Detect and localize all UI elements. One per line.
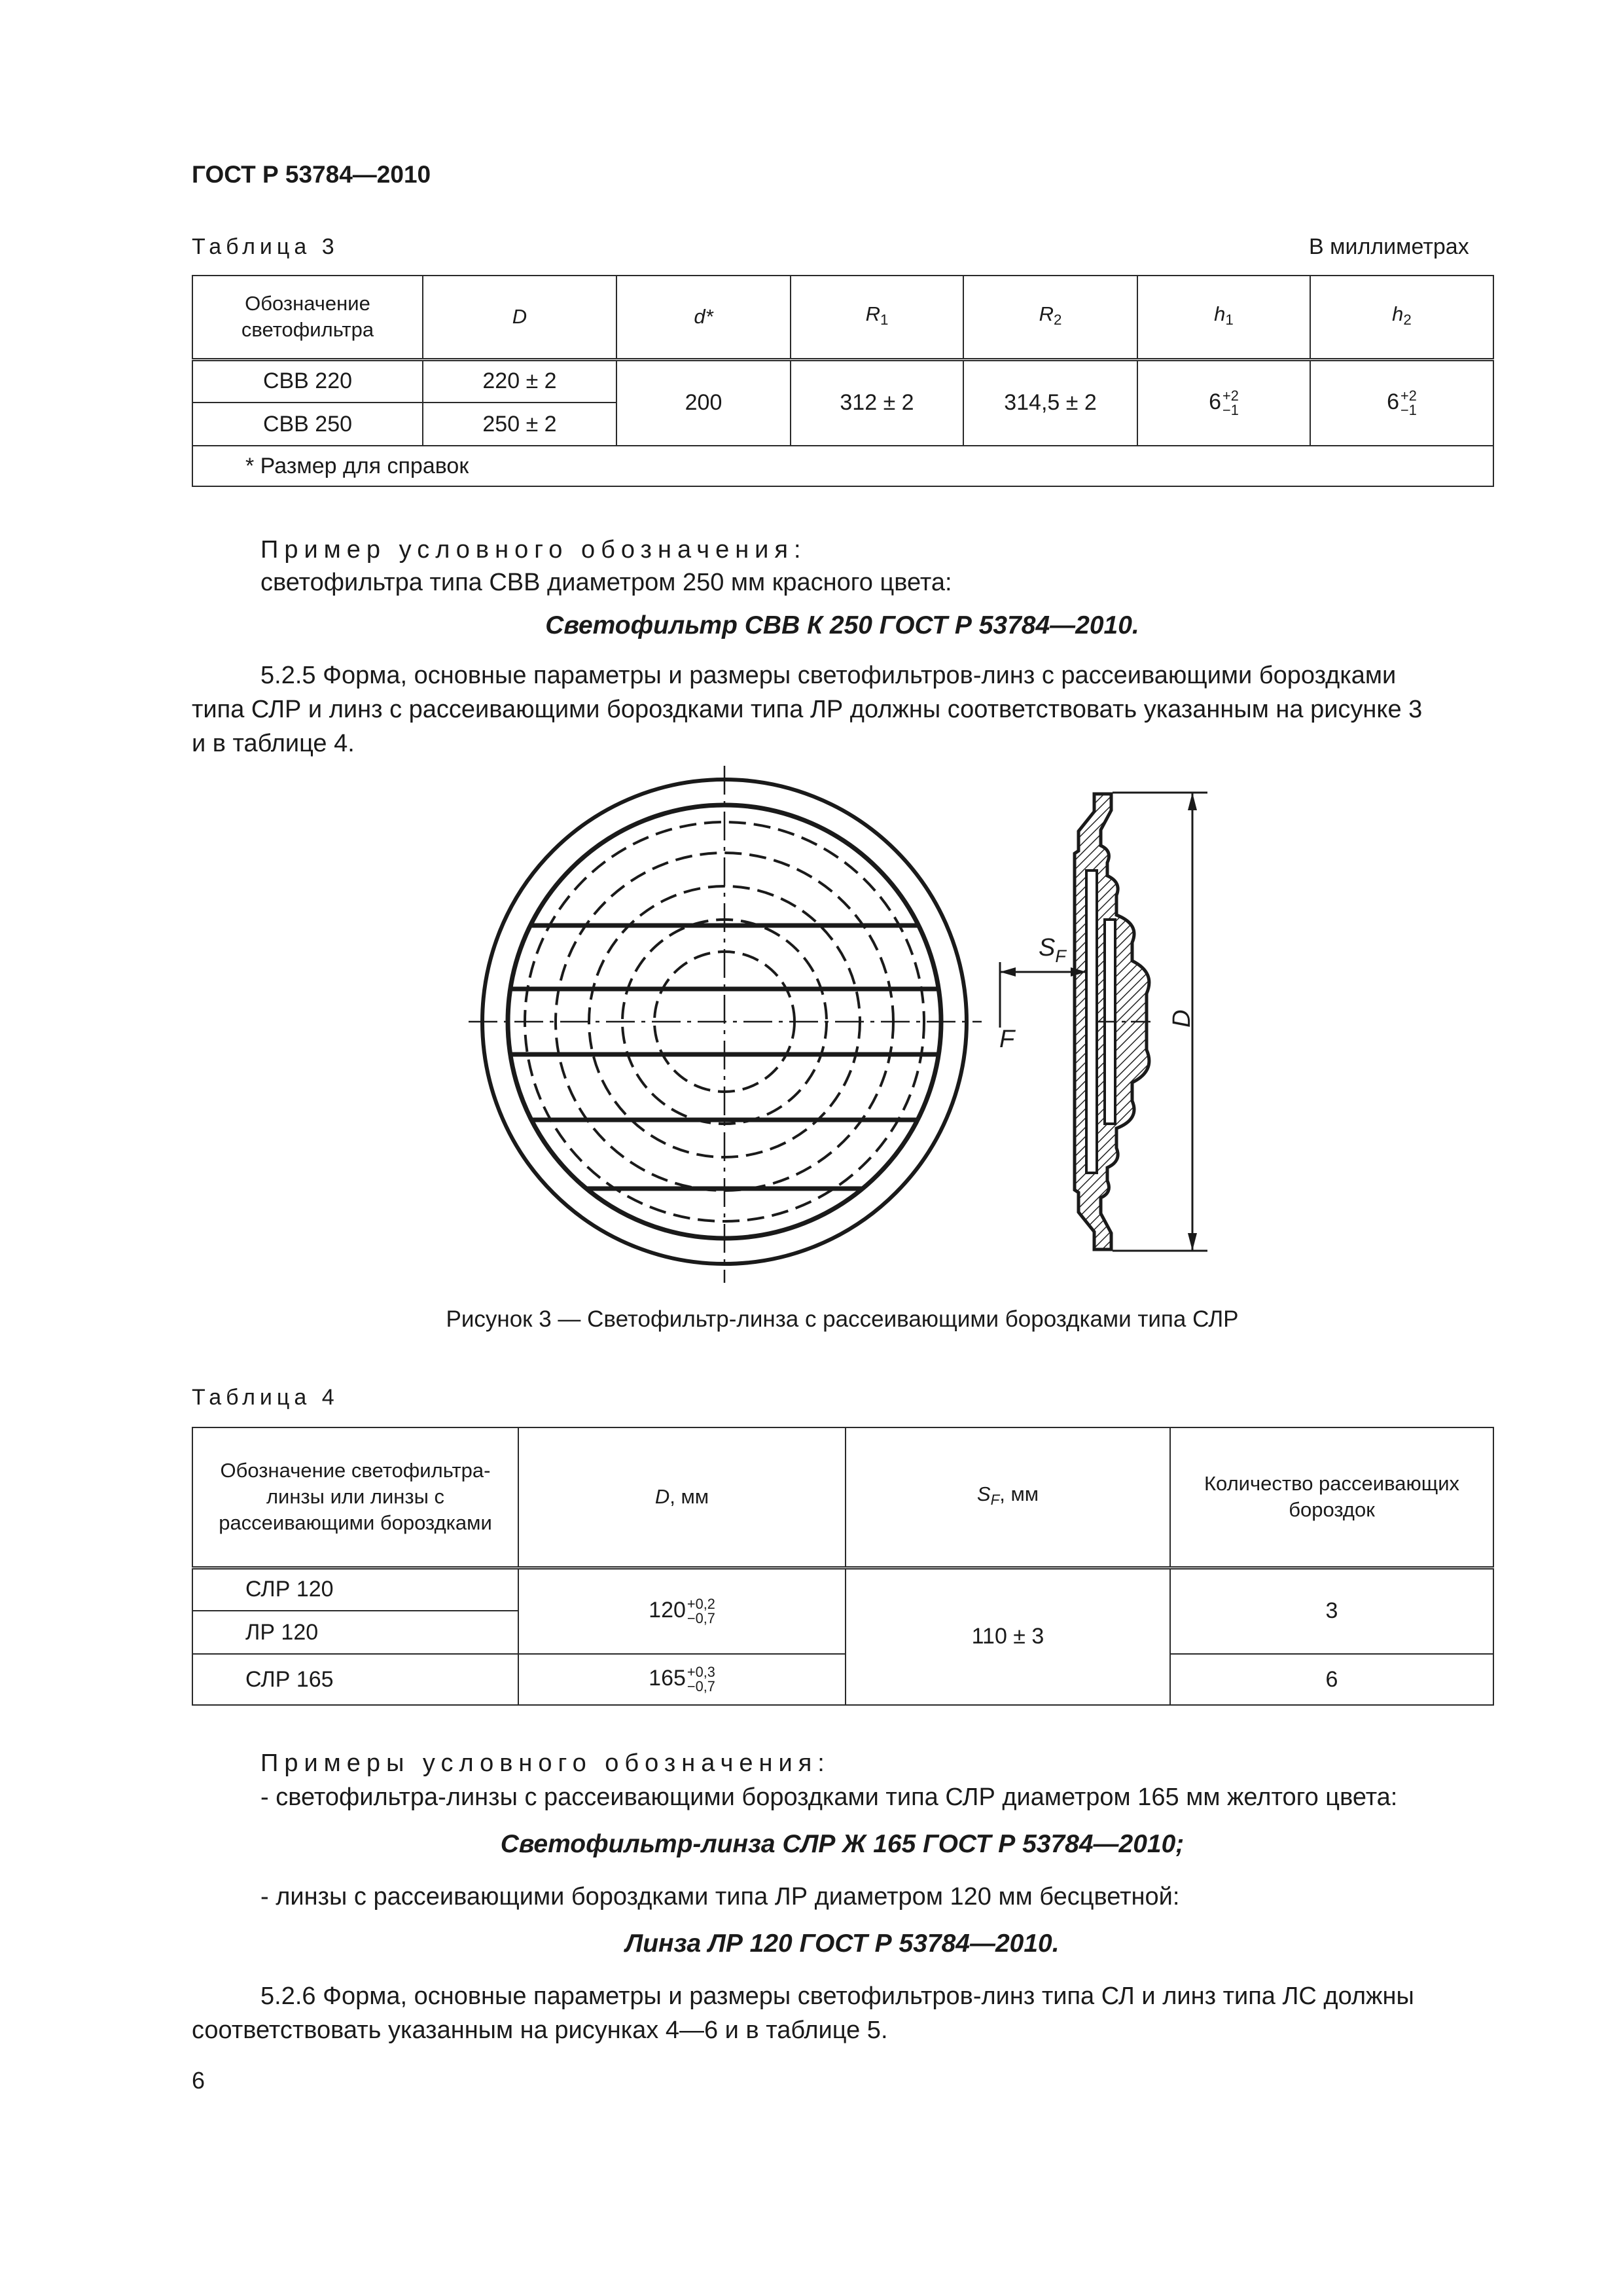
- table4-header-D-text: D: [654, 1485, 670, 1509]
- table4-header-SF: [846, 1427, 1170, 1568]
- example1-text: светофильтра типа СВВ диаметром 250 мм красного цвета:: [260, 569, 952, 596]
- label-SF-main: S: [1039, 934, 1056, 961]
- table3-header-h2-sub: 2: [1403, 311, 1412, 328]
- label-SF: [1039, 934, 1067, 966]
- lens-section-view: [1075, 794, 1152, 1249]
- table3-h2-upper: +2: [1400, 387, 1417, 404]
- table3-h1-lower: −1: [1222, 401, 1239, 418]
- para526-line2: соответствовать указанным на рисунках 4—6 и в таблице 5.: [192, 2017, 888, 2044]
- table4-D165-value: 165: [649, 1665, 686, 1691]
- examples2-item2: - линзы с рассеивающими бороздками типа ЛР диаметром 120 мм бесцветной:: [260, 1883, 1180, 1910]
- table3-shared-R1: 312 ± 2: [791, 359, 963, 446]
- para525-line2: типа СЛР и линз с рассеивающими бороздками типа ЛР должны соответствовать указанным на рисунке 3: [192, 696, 1423, 723]
- label-F: F: [999, 1026, 1015, 1053]
- table4-D120-value: 120: [649, 1597, 686, 1623]
- para525-line1: 5.2.5 Форма, основные параметры и размеры светофильтров-линз с рассеивающими бороздками: [260, 662, 1397, 689]
- table3-h2-lower: −1: [1400, 401, 1417, 418]
- table3-header-d-text: d*: [694, 305, 713, 329]
- table4-row3-designation: СЛР 165: [192, 1654, 518, 1705]
- examples2-designation2: Линза ЛР 120 ГОСТ Р 53784—2010.: [625, 1929, 1060, 1958]
- examples2-item1: - светофильтра-линзы с рассеивающими бороздками типа СЛР диаметром 165 мм желтого цвета:: [260, 1784, 1398, 1811]
- table3-footnote: * Размер для справок: [192, 446, 1493, 486]
- figure3-caption: Рисунок 3 — Светофильтр-линза с рассеивающими бороздками типа СЛР: [446, 1306, 1239, 1332]
- table4-D165: [518, 1654, 846, 1705]
- document-header: ГОСТ Р 53784—2010: [192, 161, 431, 188]
- table4-D165-lower: −0,7: [687, 1678, 715, 1695]
- table3-row2-D: 250 ± 2: [423, 403, 616, 446]
- table3-h1-upper: +2: [1222, 387, 1239, 404]
- table4-row1-designation: СЛР 120: [192, 1568, 518, 1611]
- table4-SF-value: 110 ± 3: [846, 1568, 1170, 1705]
- table3-row2-designation: СВВ 250: [192, 403, 423, 446]
- table3-header-R1-sub: 1: [880, 311, 889, 328]
- table3-h1-value: 6: [1209, 389, 1222, 414]
- table4-count165: 6: [1170, 1654, 1493, 1705]
- page-number: 6: [192, 2067, 205, 2094]
- para526-line1: 5.2.6 Форма, основные параметры и размеры светофильтров-линз типа СЛ и линз типа ЛС должны: [260, 1982, 1414, 2010]
- table4: [192, 1427, 1494, 1706]
- para525-line3: и в таблице 4.: [192, 730, 355, 757]
- table3-caption: Таблица 3: [192, 234, 339, 259]
- table4-header-D: [518, 1427, 846, 1568]
- table3-header-R2-text: R: [1039, 302, 1054, 325]
- example1-designation: Светофильтр СВВ К 250 ГОСТ Р 53784—2010.: [545, 611, 1139, 639]
- table4-caption: Таблица 4: [192, 1385, 339, 1410]
- examples2-label: Примеры условного обозначения:: [260, 1749, 830, 1777]
- lens-inner-flat: [1086, 870, 1097, 1173]
- table3-row1-D: 220 ± 2: [423, 359, 616, 403]
- center-lines: [469, 766, 982, 1283]
- table4-header-row: [192, 1427, 1493, 1568]
- label-SF-sub: F: [1055, 946, 1066, 966]
- table4-header-SF-text: S: [976, 1482, 991, 1505]
- table3-header-designation: Обозначение светофильтра: [192, 276, 423, 359]
- table3-header-D-text: D: [512, 305, 527, 329]
- table3-header-h2-text: h: [1392, 302, 1404, 325]
- table3-header-h1-sub: 1: [1225, 311, 1234, 328]
- table3-row1-designation: СВВ 220: [192, 359, 423, 403]
- table4-D165-upper: +0,3: [687, 1664, 715, 1681]
- table4-row2-designation: ЛР 120: [192, 1611, 518, 1654]
- table4-D120-lower: −0,7: [687, 1609, 715, 1626]
- table3-header-R1-text: R: [865, 302, 880, 325]
- examples2-designation1: Светофильтр-линза СЛР Ж 165 ГОСТ Р 53784—2010;: [500, 1830, 1185, 1858]
- table3-shared-R2: 314,5 ± 2: [963, 359, 1137, 446]
- table-row: [192, 1654, 1493, 1705]
- table4-D120: [518, 1568, 846, 1654]
- table3-header-R2-sub: 2: [1053, 311, 1062, 328]
- table3-shared-d: 200: [616, 359, 791, 446]
- table4-header-SF-unit: , мм: [999, 1482, 1039, 1505]
- table4-D120-tolerance: [687, 1597, 715, 1626]
- table4-header-designation: Обозначение светофильтра-линзы или линзы с рассеивающими бороздками: [192, 1427, 518, 1568]
- example1-label: Пример условного обозначения:: [260, 536, 807, 564]
- table4-header-SF-sub: F: [990, 1491, 1000, 1508]
- table4-D165-tolerance: [687, 1665, 715, 1694]
- table-row: [192, 1568, 1493, 1611]
- table4-count120: 3: [1170, 1568, 1493, 1654]
- table3-header-h1-text: h: [1214, 302, 1226, 325]
- label-D: D: [1168, 1009, 1196, 1028]
- table3-h2-value: 6: [1387, 389, 1400, 414]
- table4-header-D-unit: , мм: [669, 1485, 709, 1509]
- table3-units: В миллиметрах: [1309, 234, 1469, 259]
- lens-front-view: [469, 766, 982, 1283]
- table4-header-count: Количество рассеивающих бороздок: [1170, 1427, 1493, 1568]
- table4-D120-upper: +0,2: [687, 1595, 715, 1612]
